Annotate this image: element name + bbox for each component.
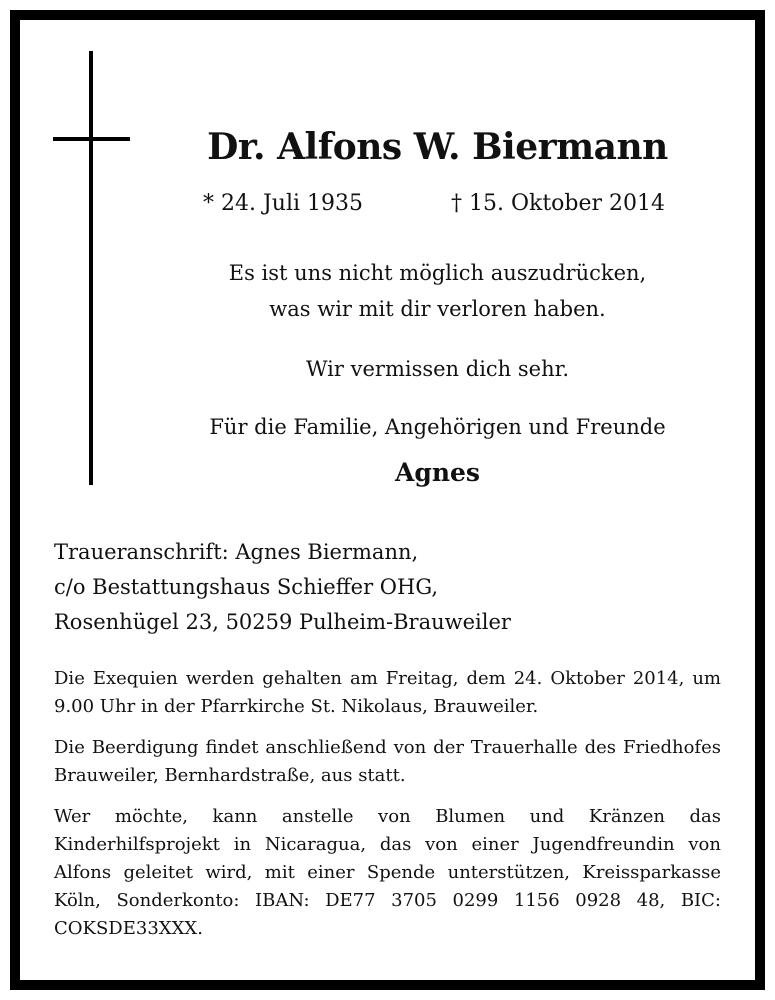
cross-icon-vertical-bar — [89, 51, 93, 485]
birth-date: * 24. Juli 1935 — [203, 191, 364, 216]
address-line: Traueranschrift: Agnes Biermann, — [54, 540, 419, 564]
address-line: c/o Bestattungshaus Schieffer OHG, — [54, 575, 439, 599]
burial-paragraph: Die Beerdigung findet anschließend von der Trauerhalle des Friedhofes Brauweiler, Bernhardstraße, aus statt. — [54, 737, 721, 786]
memorial-quote — [180, 255, 695, 327]
address-line: Rosenhügel 23, 50259 Pulheim-Brauweiler — [54, 610, 511, 634]
signature-name: Agnes — [394, 458, 481, 487]
family-line: Für die Familie, Angehörigen und Freunde — [209, 415, 666, 439]
quote-line: Es ist uns nicht möglich auszudrücken, — [228, 261, 647, 285]
quote-line: was wir mit dir verloren haben. — [269, 297, 606, 321]
donation-paragraph: Wer möchte, kann anstelle von Blumen und Kränzen das Kinderhilfsprojekt in Nicaragua, das von einer Jugendfreundin von Alfons geleitet wird, mit einer Spende unterstützen, Kreissparkasse Köln, Sonderkonto: IBAN: DE77 3705 0299 1156 0928 48, BIC: COKSDE33XXX. — [54, 806, 721, 939]
exequien-paragraph: Die Exequien werden gehalten am Freitag, dem 24. Oktober 2014, um 9.00 Uhr in der Pfarrkirche St. Nikolaus, Brauweiler. — [54, 668, 721, 717]
cross-icon-horizontal-bar — [53, 137, 130, 141]
death-date: † 15. Oktober 2014 — [451, 191, 666, 216]
deceased-name: Dr. Alfons W. Biermann — [207, 126, 668, 168]
miss-you-line: Wir vermissen dich sehr. — [305, 357, 570, 381]
mourning-address — [54, 535, 734, 640]
